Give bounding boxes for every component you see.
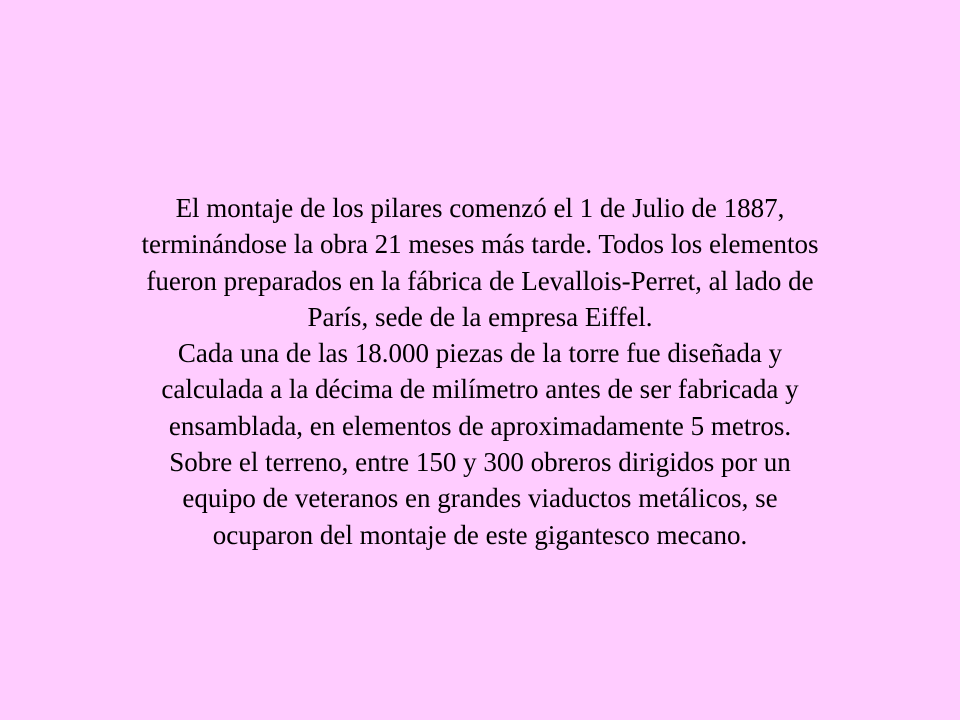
text-line: El montaje de los pilares comenzó el 1 de Julio de 1887, [175,193,785,223]
text-line: equipo de veteranos en grandes viaductos metálicos, se [182,483,778,514]
text-line: ensamblada, en elementos de aproximadamente 5 metros. [168,410,792,441]
text-line: terminándose la obra 21 meses más tarde. Todos los elementos [141,229,819,260]
text-line: Sobre el terreno, entre 150 y 300 obreros dirigidos por un [169,447,791,478]
slide-body-text [40,190,920,553]
text-line: Cada una de las 18.000 piezas de la torre fue diseñada y [177,338,783,369]
text-line: calculada a la décima de milímetro antes de ser fabricada y [161,374,799,405]
text-line: París, sede de la empresa Eiffel. [307,301,653,332]
text-line: ocuparon del montaje de este gigantesco mecano. [212,519,748,550]
text-line: fueron preparados en la fábrica de Levallois-Perret, al lado de [146,265,814,296]
